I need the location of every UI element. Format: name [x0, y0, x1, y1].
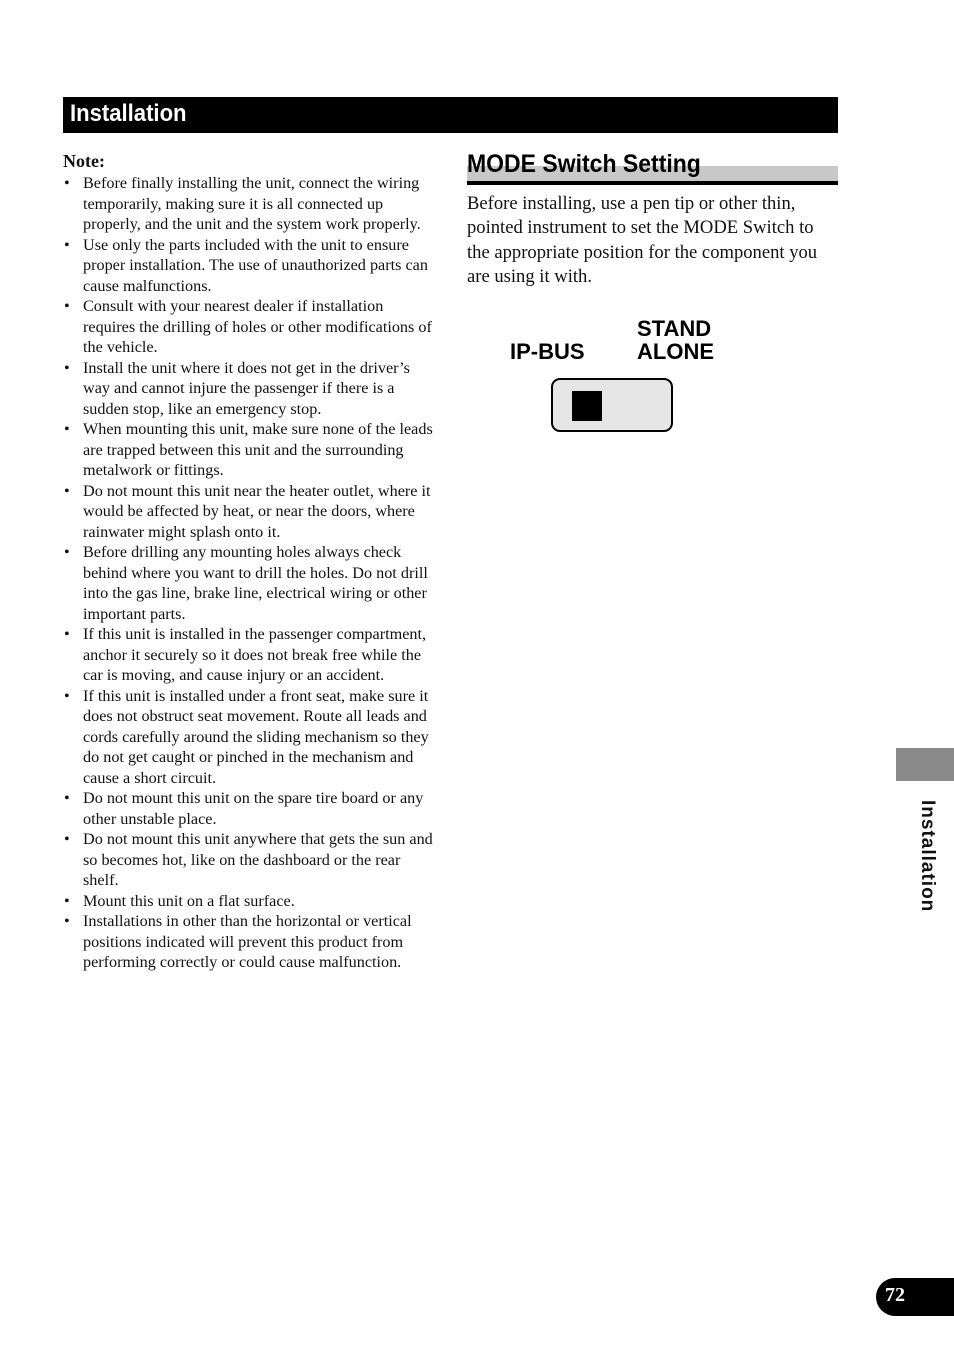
side-section-label: Installation: [917, 800, 938, 913]
note-item: • Install the unit where it does not get in the driver’s way and cannot injure the passenger if there is a sudden stop, like an emergency stop.: [63, 358, 438, 420]
mode-switch-diagram: [551, 378, 673, 432]
switch-label-ip-bus: IP-BUS: [510, 339, 585, 364]
note-item: • Before finally installing the unit, connect the wiring temporarily, making sure it is all connected up properly, and the unit and the system work properly.: [63, 173, 438, 235]
note-item: • If this unit is installed in the passenger compartment, anchor it securely so it does not break free while the car is moving, and cause injury or an accident.: [63, 624, 438, 686]
mode-switch-heading-text: MODE Switch Setting: [467, 150, 701, 178]
note-item: • If this unit is installed under a front seat, make sure it does not obstruct seat movement. Route all leads and cords carefully around the sliding mechanism so they do not get caught or pinched in the mechanism and cause a short circuit.: [63, 686, 438, 789]
note-item: • Use only the parts included with the unit to ensure proper installation. The use of unauthorized parts can cause malfunctions.: [63, 235, 438, 297]
note-item: • When mounting this unit, make sure none of the leads are trapped between this unit and the surrounding metalwork or fittings.: [63, 419, 438, 481]
note-item: • Do not mount this unit anywhere that gets the sun and so becomes hot, like on the dashboard or the rear shelf.: [63, 829, 438, 891]
note-item: • Consult with your nearest dealer if installation requires the drilling of holes or other modifications of the vehicle.: [63, 296, 438, 358]
switch-label-stand-alone: [637, 317, 714, 363]
mode-switch-intro: Before installing, use a pen tip or other thin, pointed instrument to set the MODE Switch to the appropriate position for the component you are using it with.: [467, 193, 818, 287]
switch-label-stand: STAND: [637, 316, 712, 341]
side-tab-marker: [896, 748, 954, 781]
page-number: 72: [885, 1284, 905, 1306]
switch-knob: [572, 391, 602, 421]
page-number-badge: [876, 1278, 954, 1316]
switch-label-alone: ALONE: [637, 339, 714, 364]
section-title: Installation: [70, 100, 187, 127]
note-item: • Do not mount this unit near the heater outlet, where it would be affected by heat, or near the doors, where rainwater might splash onto it.: [63, 481, 438, 543]
note-list: [63, 173, 438, 973]
note-item: • Installations in other than the horizontal or vertical positions indicated will prevent this product from performing correctly or could cause malfunction.: [63, 911, 438, 973]
note-item: • Do not mount this unit on the spare tire board or any other unstable place.: [63, 788, 438, 829]
section-title-bar: [63, 97, 838, 133]
note-item: • Mount this unit on a flat surface.: [63, 891, 438, 912]
note-item: • Before drilling any mounting holes always check behind where you want to drill the holes. Do not drill into the gas line, brake line, electrical wiring or other important parts.: [63, 542, 438, 624]
mode-switch-heading: [467, 150, 838, 186]
note-title: Note:: [63, 151, 105, 171]
